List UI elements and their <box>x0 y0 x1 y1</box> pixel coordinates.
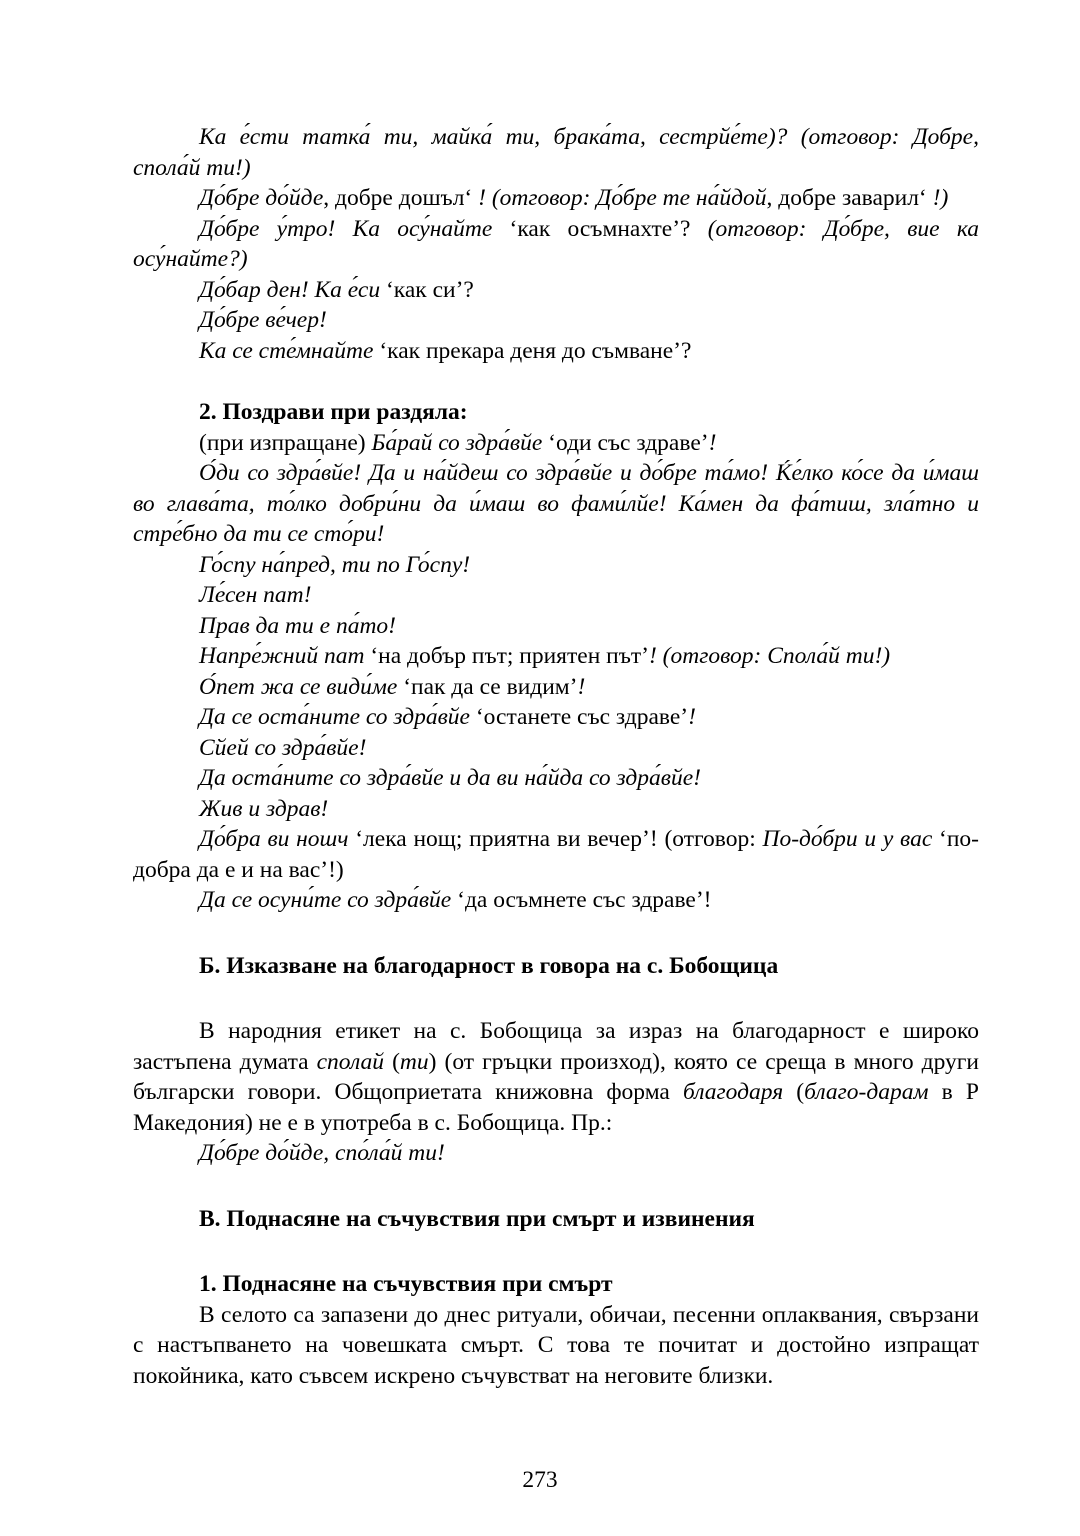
heading-greetings-parting: 2. Поздрави при раздяла: <box>199 399 468 425</box>
phrase-line: Напре́жний пат ‘на добър път; приятен път’! (отговор: Спола́й ти!) <box>199 643 891 669</box>
phrase-line: О́ди со здра́вйе! Да и на́йдеш со здра́вйе и до́бре та́мо! Ќе́лко ко́се да и́маш во глава́та, то́лко добри́ни да и́маш во фами́лйе! Ка́мен да фа́тиш, зла́тно и стре́бно да ти се сто́ри! <box>133 460 979 547</box>
phrase-line: Ле́сен пат! <box>199 582 312 608</box>
phrase-line: Го́спу на́пред, ти по Го́спу! <box>199 551 471 578</box>
heading-condolences-apologies: В. Поднасяне на съчувствия при смърт и извинения <box>199 1205 755 1232</box>
phrase-line: До́бра ви ношч ‘лека нощ; приятна ви вечер’! (отговор: По-до́бри и у вас ‘по-добра да е и на вас’!) <box>133 826 979 883</box>
example-thanks: До́бре до́йде, спо́ла́й ти! <box>199 1140 445 1166</box>
phrase-line: Да се осуни́те со здра́вйе ‘да осъмнете със здраве’! <box>199 887 712 913</box>
phrase-line: До́бре у́тро! Ка осу́найте ‘как осъмнахте’? (отговор: До́бре, вие ка осу́найте?) <box>133 215 979 272</box>
phrase-line: Сйей со здра́вйе! <box>199 734 367 761</box>
phrase-line: Прав да ти е па́то! <box>199 612 397 639</box>
heading-condolences-death: 1. Поднасяне на съчувствия при смърт <box>199 1271 613 1297</box>
phrase-line: Ка се сте́мнайте ‘как прекара деня до съмване’? <box>199 337 692 364</box>
phrase-line: (при изпращане) Ба́рай со здра́вйе ‘оди със здраве’! <box>199 429 717 456</box>
paragraph-condolences: В селото са запазени до днес ритуали, обичаи, песенни оплаквания, свързани с настъпването на човешката смърт. С това те почитат и достойно изпращат покойника, като съвсем искрено съчувстват на неговите близки. <box>133 1301 979 1389</box>
phrase-line: Ка е́сти татка́ ти, майка́ ти, брака́та, сестрйе́те)? (отговор: Добре, спола́й ти!) <box>133 124 979 181</box>
paragraph-thanks: В народния етикет на с. Бобощица за израз на благодарност е широко застъпена думата сполай (ти) (от гръцки произход), която се среща в много други български говори. Общоприетата книжовна форма благодаря (благо-дарам в Р Македония) не е в употреба в с. Бобощица. Пр.: <box>133 1018 979 1136</box>
phrase-line: До́бре до́йде, добре дошъл‘ ! (отговор: До́бре те на́йдой, добре заварил‘ !) <box>199 185 949 211</box>
heading-thanks: Б. Изказване на благодарност в говора на с. Бобощица <box>199 952 779 979</box>
greetings-parting-list <box>133 428 979 916</box>
phrase-line: О́пет жа се види́ме ‘пак да се видим’! <box>199 673 586 700</box>
phrase-line: До́бре ве́чер! <box>199 307 327 333</box>
phrase-line: Да оста́ните со здра́вйе и да ви на́йда со здра́вйе! <box>199 765 701 791</box>
page-body <box>133 122 979 1391</box>
page-number: 273 <box>522 1467 558 1493</box>
phrase-line: Жив и здрав! <box>199 795 329 822</box>
phrase-line: Да се оста́ните со здра́вйе ‘останете със здраве’! <box>199 704 696 730</box>
phrase-line: До́бар ден! Ка е́си ‘как си’? <box>199 276 474 303</box>
greetings-meeting-list <box>133 122 979 366</box>
